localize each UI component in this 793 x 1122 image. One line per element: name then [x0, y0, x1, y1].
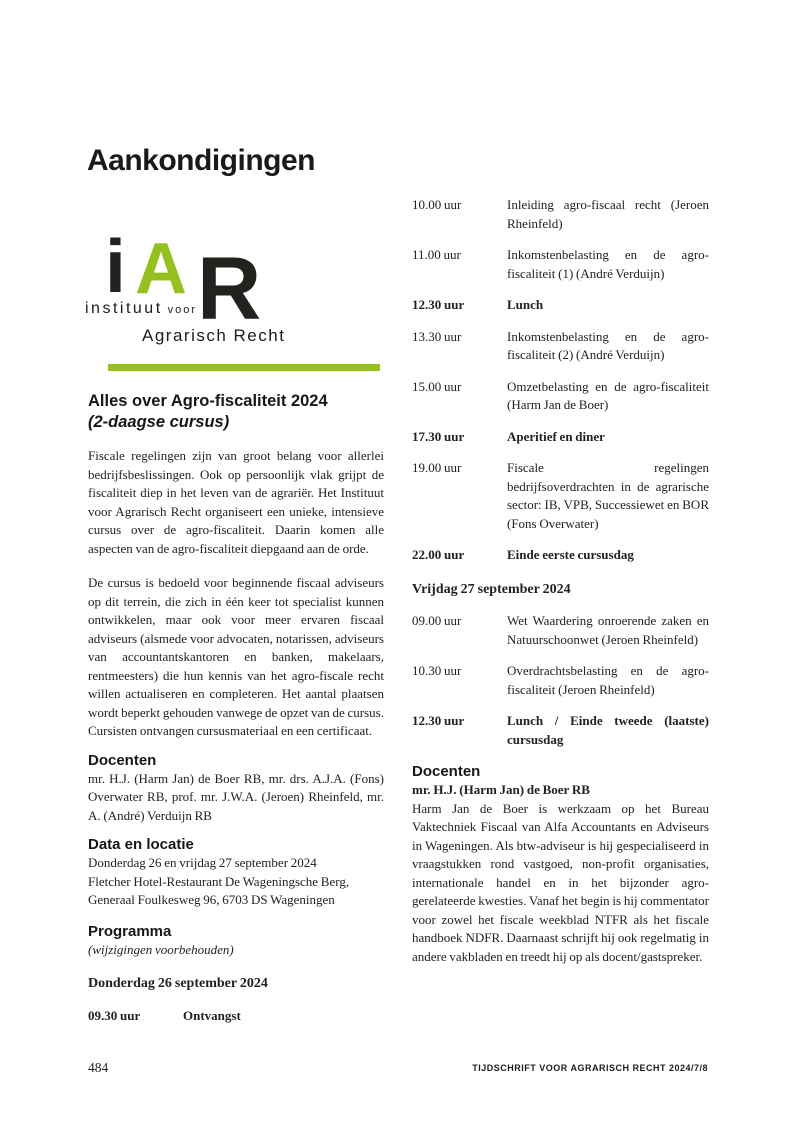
- schedule-row: [412, 459, 709, 533]
- iar-logo: [85, 224, 385, 376]
- data-locatie-heading: Data en locatie: [88, 836, 194, 853]
- docenten-names: mr. H.J. (Harm Jan) de Boer RB, mr. drs. A.J.A. (Fons) Overwater RB, prof. mr. J.W.A. (Jeroen) Rheinfeld, mr. A. (André) Verduijn RB: [88, 770, 384, 823]
- schedule-activity: Inleiding agro-fiscaal recht (Jeroen Rheinfeld): [507, 197, 709, 231]
- docent-bio: Harm Jan de Boer is werkzaam op het Bureau Vaktechniek Fiscaal van Alfa Accountants en Adviseurs in Wageningen. Als btw-adviseur is hij gespecialiseerd in vraagstukken rond vastgoed, non-profit organisaties, internationale handel en in het bijzonder agro-gerelateerde kwesties. Vanaf het begin is hij commentator voor zowel het fiscale weekblad NTFR als het fiscale handboek NDFR. Daarnaast schrijft hij ook regelmatig in andere vakbladen en treedt hij op als docent/gastspreker.: [412, 800, 709, 964]
- schedule-time: 19.00 uur: [412, 460, 462, 475]
- schedule-row: [412, 712, 709, 749]
- programma-heading: Programma: [88, 922, 172, 940]
- schedule-row: [412, 662, 709, 699]
- schedule-activity: Omzetbelasting en de agro-fiscaliteit (Harm Jan de Boer): [507, 378, 709, 412]
- right-column: [412, 196, 709, 966]
- schedule-activity: Aperitief en diner: [507, 428, 605, 444]
- data-line-dates: Donderdag 26 en vrijdag 27 september 2024: [88, 855, 317, 870]
- schedule-row: [412, 612, 709, 649]
- course-title: Alles over Agro-fiscaliteit 2024: [88, 392, 328, 410]
- logo-letter-r: R: [197, 238, 262, 338]
- schedule-time: 09.30 uur: [88, 1007, 141, 1023]
- schedule-time: 13.30 uur: [412, 328, 462, 344]
- logo-voor-text: voor: [167, 304, 198, 316]
- logo-subtitle-2: Agrarisch Recht: [142, 326, 286, 345]
- logo-green-bar: [108, 364, 380, 371]
- schedule-row: [412, 378, 709, 415]
- schedule-activity: Fiscale regelingen bedrijfsoverdrachten in de agrarische sector: IB, VPB, Successiewet en BOR (Fons Overwater): [507, 460, 709, 531]
- schedule-row: [412, 328, 709, 365]
- schedule-row: [412, 428, 709, 447]
- logo-letter-i: i: [105, 224, 126, 308]
- footer-page-number: 484: [88, 1060, 109, 1075]
- logo-letter-a: A: [135, 229, 187, 309]
- docenten-heading-right: Docenten: [412, 763, 481, 780]
- footer-journal-title: TIJDSCHRIFT VOOR AGRARISCH RECHT 2024/7/8: [472, 1063, 708, 1073]
- schedule-activity: Inkomstenbelasting en de agro-fiscaliteit (2) (André Verduijn): [507, 328, 709, 362]
- course-intro-paragraph: Fiscale regelingen zijn van groot belang voor allerlei bedrijfsbeslissingen. Ook op persoonlijk vlak grijpt de fiscaliteit diep in het leven van de agrariër. Het Instituut voor Agrarisch Recht organiseert een unieke, intensieve cursus over de agro-fiscaliteit. Daarin komen alle aspecten van de agro-fiscaliteit diepgaand aan de orde.: [88, 448, 384, 556]
- schedule-time: 22.00 uur: [412, 547, 465, 562]
- schedule-activity: Lunch: [507, 297, 544, 312]
- day2-heading: Vrijdag 27 september 2024: [412, 581, 571, 597]
- day1-heading: Donderdag 26 september 2024: [88, 976, 268, 991]
- schedule-row: [412, 196, 709, 233]
- schedule-activity: Overdrachtsbelasting en de agro-fiscaliteit (Jeroen Rheinfeld): [507, 663, 709, 697]
- schedule-time: 10.00 uur: [412, 197, 462, 212]
- data-line-address: Generaal Foulkesweg 96, 6703 DS Wageningen: [88, 892, 335, 907]
- schedule-row: [412, 546, 709, 565]
- schedule-row: [412, 296, 709, 315]
- schedule-row: [412, 246, 709, 283]
- logo-subtitle-1: [85, 300, 197, 318]
- docenten-heading: Docenten: [88, 751, 157, 769]
- schedule-time: 17.30 uur: [412, 428, 465, 444]
- schedule-activity: Inkomstenbelasting en de agro-fiscaliteit (1) (André Verduijn): [507, 247, 709, 281]
- programma-note: (wijzigingen voorbehouden): [88, 941, 234, 957]
- left-column: [88, 391, 384, 1025]
- schedule-time: 10.30 uur: [412, 663, 462, 678]
- logo-instituut-text: instituut: [85, 300, 163, 317]
- schedule-time: 12.30 uur: [412, 713, 465, 728]
- schedule-activity: Wet Waardering onroerende zaken en Natuurschoonwet (Jeroen Rheinfeld): [507, 613, 709, 647]
- course-subtitle: (2-daagse cursus): [88, 413, 230, 431]
- schedule-activity: Ontvangst: [183, 1007, 241, 1023]
- page-title: Aankondigingen: [87, 144, 315, 177]
- data-line-venue: Fletcher Hotel-Restaurant De Wageningsche Berg,: [88, 873, 350, 889]
- schedule-activity: Einde eerste cursusdag: [507, 547, 634, 562]
- schedule-time: 09.00 uur: [412, 613, 462, 628]
- schedule-time: 15.00 uur: [412, 378, 462, 394]
- docent-name: mr. H.J. (Harm Jan) de Boer RB: [412, 782, 590, 797]
- docent-bio-block: [412, 762, 709, 966]
- schedule-time: 12.30 uur: [412, 297, 465, 312]
- schedule-activity: Lunch / Einde tweede (laatste) cursusdag: [507, 713, 709, 747]
- schedule-time: 11.00 uur: [412, 247, 461, 262]
- schedule-row: [88, 1007, 384, 1026]
- course-audience-paragraph: De cursus is bedoeld voor beginnende fiscaal adviseurs op dit terrein, die zich in één keer tot specialist kunnen ontwikkelen, maar ook voor meer ervaren fiscaal adviseurs (alsmede voor advocaten, notarissen, adviseurs van accountantskantoren en banken, makelaars, rentmeesters) die hun kennis van het agro-fiscale recht willen actualiseren en completeren. Het aantal plaatsen wordt beperkt gehouden vanwege de opzet van de cursus. Cursisten ontvangen cursusmateriaal en een certificaat.: [88, 575, 384, 738]
